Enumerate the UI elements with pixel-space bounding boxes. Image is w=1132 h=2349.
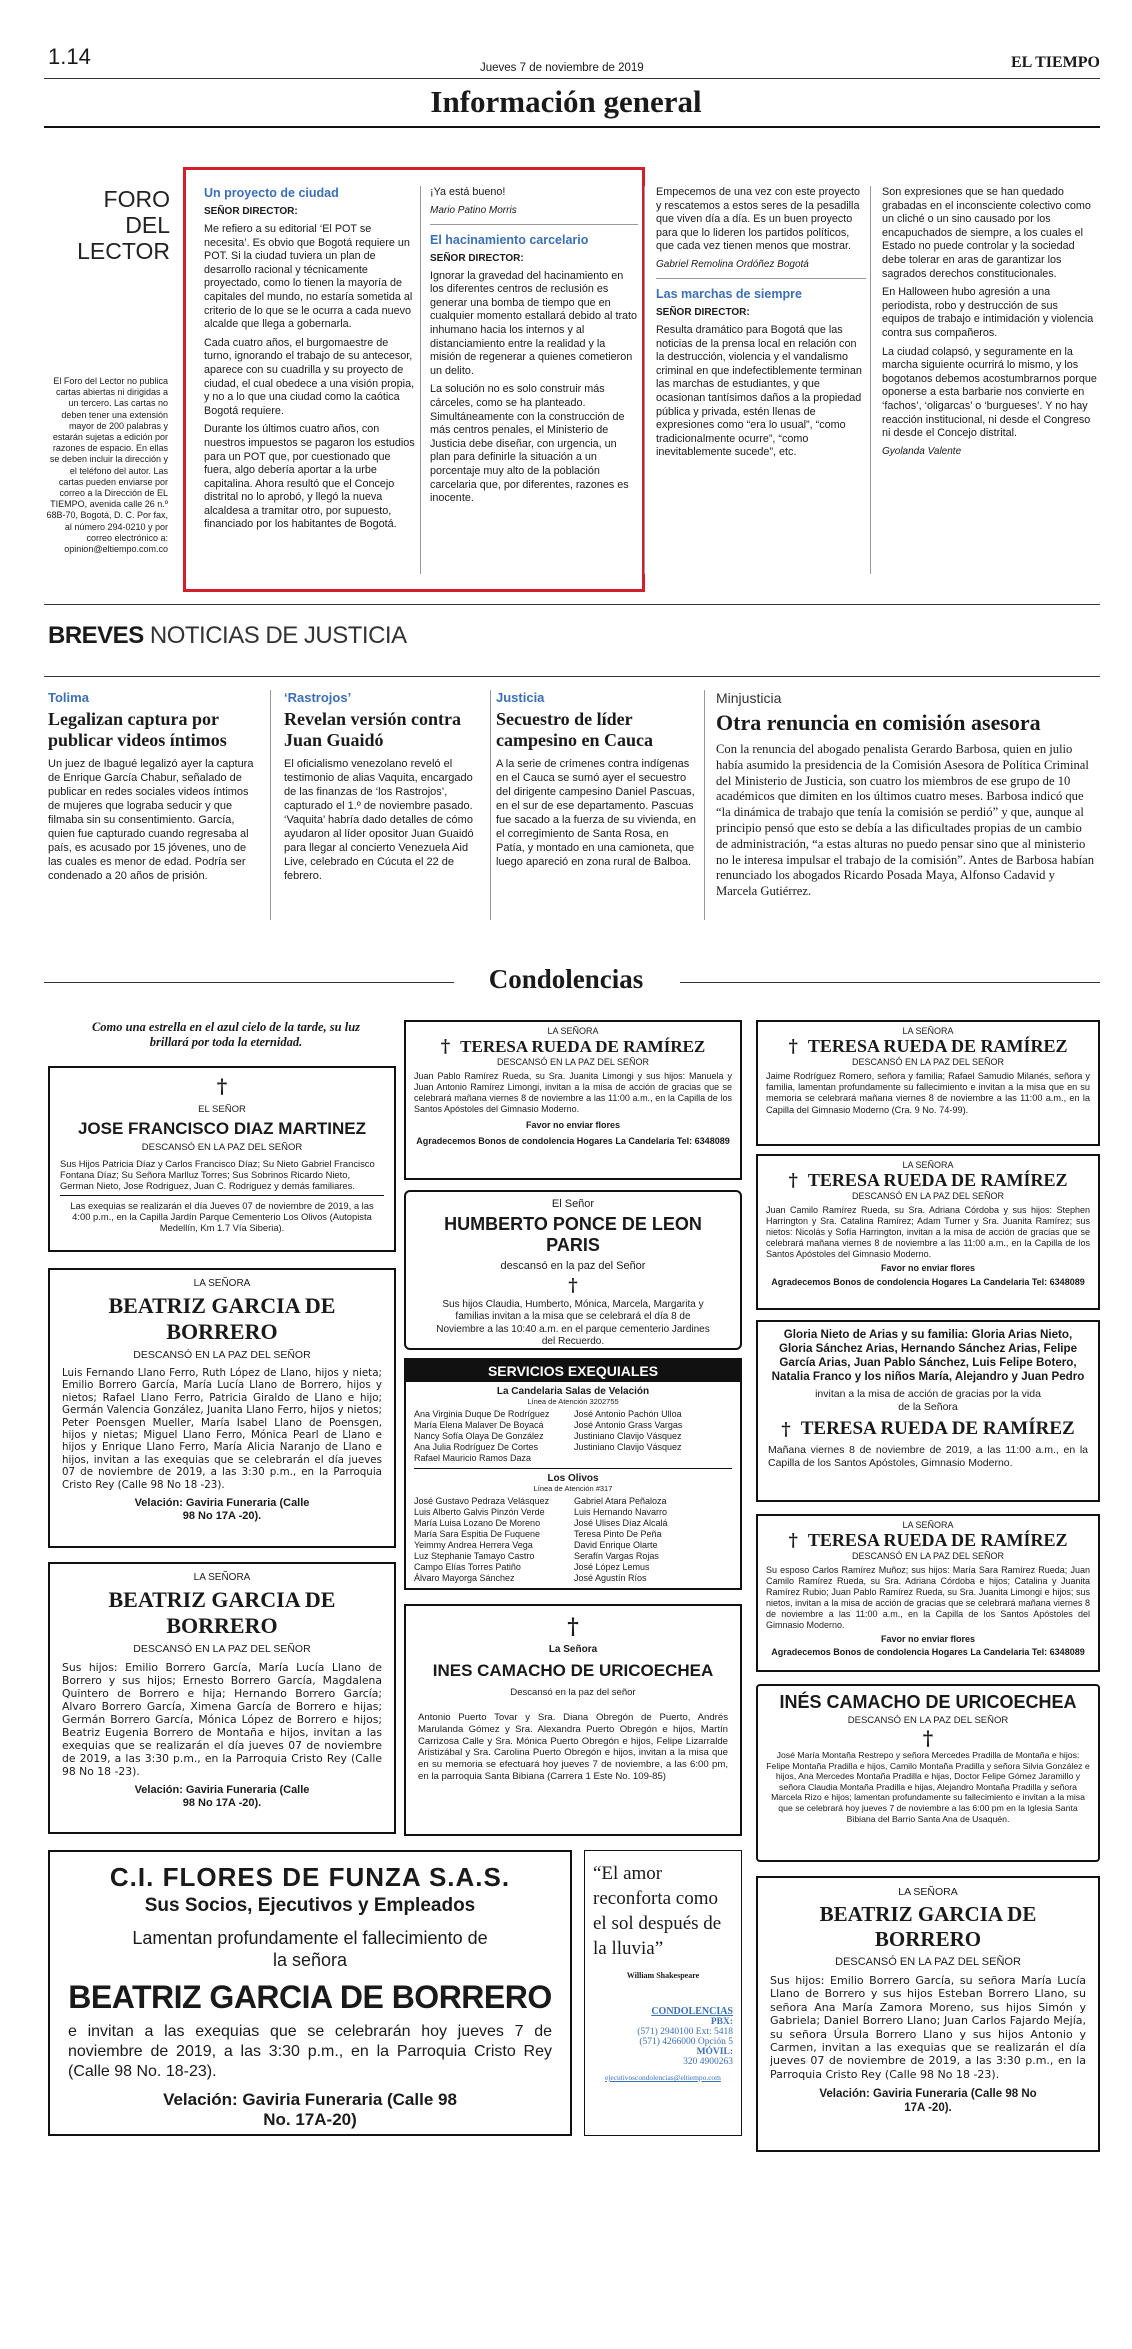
letter-signature: Mario Patino Morris: [430, 204, 517, 216]
cross-icon: †: [567, 1614, 579, 1640]
obituary-sub: DESCANSÓ EN LA PAZ DEL SEÑOR: [133, 1349, 311, 1361]
obituary-name: HUMBERTO PONCE DE LEON PARIS: [444, 1214, 702, 1255]
obituary-body: Sus hijos: Emilio Borrero García, su señora María Lucía Llano de Borrero y sus hijos Esteban Borrero Llano, su señora Ana María Zamora Moreno, sus hijos Simón y Gabriela; Daniel Borrero Llano; Juan Carlos Fajardo Mejía, su señora Úrsula Borrero Llano y sus hijos Antonio y Carmen, invitan a las exequias que se realizarán el día jueves 07 de noviembre de 2019, a las 3:30 p.m., en la Parroquia Cristo Rey (Calle 98 No 18 -23).: [770, 1974, 1086, 2081]
breves-label-bold: BREVES: [48, 622, 144, 649]
obituary-sub: Descansó en la paz del señor: [510, 1687, 636, 1698]
breves-label-rest: NOTICIAS DE JUSTICIA: [149, 622, 407, 649]
letter-paragraph: La ciudad colapsó, y seguramente en la marcha siguiente ocurrirá lo mismo, y los bogotanos debemos acostumbrarnos porque oponerse a esta barbarie nos convierte en ‘fachos’, ‘oligarcas’ o ‘burgueses’. Y no hay reacción institucional, ni desde el Congreso ni desde el Concejo distrital.: [882, 345, 1097, 440]
obituary-name: BEATRIZ GARCIA DE BORRERO: [108, 1293, 336, 1344]
brand-logo: EL TIEMPO: [1010, 54, 1100, 71]
letter-paragraph: Ignorar la gravedad del hacinamiento en los diferentes centros de reclusión es generar una bomba de tiempo que en cualquier momento estallará debido al trato inhumano hacia los internos y al distanciamiento entre la realidad y la misión de regenerar a quienes cometieron un delito.: [430, 269, 638, 377]
servicios-entry: Rafael Mauricio Ramos Daza: [414, 1453, 532, 1463]
servicios-line: Línea de Atención 3202755: [527, 1397, 619, 1406]
obituary-footer: Agradecemos Bonos de condolencia Hogares La Candelaria Tel: 6348089: [771, 1647, 1085, 1657]
quote-text: “El amor reconforta como el sol después de la lluvia”: [593, 1863, 722, 1959]
servicios-entry: José Ulises Díaz Alcalá: [574, 1518, 668, 1528]
breve-body: A la serie de crímenes contra indígenas en el Cauca se sumó ayer el secuestro del dirigente campesino Daniel Pascuas, en el sur de ese departamento. Pascuas fue sacado a la fuerza de su vivienda, en el corregimiento de Santa Rosa, en Patía, y montado en una camioneta, que luego apareció en zona rural de Balboa.: [496, 758, 696, 868]
breve-kicker: Justicia: [496, 690, 545, 705]
obituary-body: Juan Camilo Ramírez Rueda, su Sra. Adriana Córdoba y sus hijos: Stephen Harrington y Sra. Catalina Ramírez; Adam Turner y Sra. Juanita Ramírez; sus nietos: Nicolás y Sofía Harrington, invitan a la misa de acción de gracias que se celebrará mañana viernes 8 de noviembre a las 11:00 a.m., en la Capilla de los Santos Apóstoles del Gimnasio Moderno.: [766, 1205, 1090, 1259]
cross-icon: †: [781, 1418, 791, 1440]
servicios-entry: María Elena Malaver De Boyacá: [414, 1420, 544, 1430]
obituary-sub: DESCANSÓ EN LA PAZ DEL SEÑOR: [141, 1142, 303, 1153]
obituary-flores-funza: [48, 1850, 572, 2136]
breve-kicker: ‘Rastrojos’: [284, 690, 352, 705]
obituary-body: Sus hijos Claudia, Humberto, Mónica, Marcela, Margarita y familias invitan a la misa que se celebrará el día 8 de Noviembre a las 10:40 a.m. en el parque cementerio Jardines del Recuerdo.: [436, 1299, 710, 1348]
obituary-name: TERESA RUEDA DE RAMÍREZ: [807, 1036, 1068, 1056]
servicios-entry: Luis Hernando Navarro: [574, 1507, 668, 1517]
condolencias-title: Condolencias: [488, 964, 644, 994]
letter-column-3: [656, 186, 866, 465]
obituary-pre: LA SEÑORA: [193, 1572, 251, 1583]
servicios-entry: David Enrique Olarte: [574, 1540, 658, 1550]
obituary-teresa-1: [404, 1020, 742, 1180]
obituary-sub: DESCANSÓ EN LA PAZ DEL SEÑOR: [847, 1715, 1009, 1726]
servicios-entry: Yeimmy Andrea Herrera Vega: [414, 1540, 533, 1550]
obituary-pre: LA SEÑORA: [902, 1160, 954, 1170]
letter-kicker: El hacinamiento carcelario: [430, 232, 589, 247]
contact-phone: 320 4900263: [683, 2057, 733, 2067]
breves-label: [48, 622, 407, 650]
obituary-beatriz-1: [48, 1268, 396, 1548]
breve-item: [284, 690, 484, 883]
servicios-entry: José Antonio Grass Vargas: [574, 1420, 683, 1430]
obituary-ines-1: [404, 1604, 742, 1836]
cross-icon: †: [922, 1726, 934, 1750]
obituary-body: Antonio Puerto Tovar y Sra. Diana Obregón de Puerto, Andrés Marulanda Gómez y Sra. Alexandra Puerto Obregón e hijos, Martín Carrizosa Calle y Sra. Mónica Puerto Obregón e hijos, Felipe Lizarralde Aristizábal y Sra. Carolina Puerto Obregón e hijos, invitan a la misa que en su memoria se efectuará hoy jueves 7 de noviembre, a las 6:00 pm, en la parroquia Santa Bibiana (Carrera 1 Este No. 109-85): [418, 1712, 728, 1782]
obituary-teresa-3: [756, 1154, 1100, 1310]
servicios-entry: Gabriel Atara Peñaloza: [574, 1496, 667, 1506]
obituary-body: e invitan a las exequias que se celebrarán hoy jueves 7 de noviembre de 2019, a las 3:30 p.m., en la Parroquia Cristo Rey (Calle 98 No. 18-23).: [68, 2023, 552, 2080]
servicios-entry: Nancy Sofía Olaya De González: [414, 1431, 544, 1441]
obituary-note: Favor no enviar flores: [525, 1120, 621, 1130]
letter-kicker: Un proyecto de ciudad: [204, 186, 339, 200]
obituary-pre: EL SEÑOR: [198, 1104, 246, 1115]
obituary-sub: DESCANSÓ EN LA PAZ DEL SEÑOR: [496, 1057, 650, 1067]
letter-kicker: Las marchas de siempre: [656, 286, 802, 301]
breve-body: El oficialismo venezolano reveló el testimonio de alias Vaquita, encargado de las finanzas de ‘los Rastrojos’, capturado el 1.º de noviembre pasado. ‘Vaquita’ habría dado detalles de cómo ayudaron al líder opositor Juan Guaidó para llegar al concierto Venezuela Aid Live, celebrado en Cúcuta el 22 de febrero.: [284, 758, 474, 882]
obituary-pre: LA SEÑORA: [547, 1026, 599, 1036]
letter-salutation: SEÑOR DIRECTOR:: [656, 306, 750, 318]
letter-paragraph: Son expresiones que se han quedado grabadas en el inconsciente colectivo como un cliché o un sino causado por los encapuchados de siempre, a los cuales el Estado no puede controlar y la sociedad debe tolerar en aras de garantizar los sagrados derechos constitucionales.: [882, 186, 1091, 280]
breve-headline: Revelan versión contra Juan Guaidó: [284, 709, 461, 750]
contact-pbx: PBX:: [710, 2017, 733, 2027]
servicios-entry: Ana Julia Rodríguez De Cortes: [414, 1442, 539, 1452]
letter-salutation: SEÑOR DIRECTOR:: [204, 206, 298, 217]
page-number: 1.14: [48, 44, 91, 69]
issue-date: Jueves 7 de noviembre de 2019: [480, 62, 644, 74]
obituary-footer: Velación: Gaviria Funeraria (Calle 98 No 17A -20).: [134, 1497, 310, 1523]
servicios-entry: Ana Virginia Duque De Rodríguez: [414, 1409, 550, 1419]
breve-item: [48, 690, 260, 883]
servicios-entry: Serafín Vargas Rojas: [574, 1551, 659, 1561]
letter-paragraph: Me refiero a su editorial ‘El POT se necesita’. Es obvio que Bogotá requiere un POT. Si la ciudad tuviera un plan de desarrollo racional y técnicamente proyectado, como lo tienen la mayoría de capitales del mundo, no estaría sometida al criterio de lo que se le ocurra a cada nuevo alcalde que llega a gobernarla.: [204, 223, 413, 331]
contact-email[interactable]: ejecutivoscondolencias@eltiempo.com: [605, 2073, 721, 2082]
letter-column-2: [430, 186, 638, 511]
cross-icon: †: [788, 1036, 798, 1057]
servicios-section: Los Olivos: [547, 1473, 599, 1484]
servicios-entry: Luis Alberto Galvis Pinzón Verde: [414, 1507, 545, 1517]
obituary-name: BEATRIZ GARCIA DE BORRERO: [819, 1902, 1037, 1951]
obituary-body: Sus Hijos Patricia Díaz y Carlos Francisco Díaz; Su Nieto Gabriel Francisco Fontana Díaz; Su Señora Marlluz Torres; Sus Sobrinos Ricardo Nieto, German Nieto, Jose Rodriguez, Juan C. Rodriguez y demás familiares.: [60, 1158, 375, 1191]
letter-paragraph: Cada cuatro años, el burgomaestre de turno, ignorando el trabajo de su antecesor, aparece con su cuadrilla y su proyecto de ciudad, el cual obedece a una visión propia, y no a lo que una ciudad como la caótica Bogotá requiere.: [204, 336, 415, 417]
obituary-body: Luis Fernando Llano Ferro, Ruth López de Llano, hijos y nieta; Emilio Borrero García, María Lucía Llano de Borrero, hijos y nietos; Rafael Llano Ferro, Patricia Giraldo de Llano e hijo; Germán Valencia González, Juanita Llano Ferro, hijos y nietos; Peter Poensgen Mueller, María Isabel Llano de Poensgen, hijos y nietas; Miguel Llano Ferro, Mónica Pearl de Llano e hijos y Enrique Llano Ferro, María Alicia Naranjo de Llano e hijos, invitan a las exequias que se celebrarán el día jueves 07 de noviembre de 2019, a las 3:30 p.m., en la Parroquia Cristo Rey (Calle 98 No 18 -23).: [62, 1367, 382, 1491]
letter-signature: Gyolanda Valente: [882, 445, 962, 457]
obituary-name: TERESA RUEDA DE RAMÍREZ: [807, 1530, 1068, 1550]
obituary-humberto: [404, 1190, 742, 1350]
section-title: Información general: [430, 84, 702, 119]
obituary-name: BEATRIZ GARCIA DE BORRERO: [108, 1587, 336, 1638]
obituary-sub: DESCANSÓ EN LA PAZ DEL SEÑOR: [133, 1643, 311, 1655]
obituary-footer: Velación: Gaviria Funeraria (Calle 98 No. 17A-20): [163, 2090, 457, 2129]
obituary-teresa-5: [756, 1514, 1100, 1672]
obituary-sub: DESCANSÓ EN LA PAZ DEL SEÑOR: [851, 1057, 1005, 1067]
letter-signature: Gabriel Remolina Ordóñez Bogotá: [656, 258, 809, 270]
obituary-pre: LA SEÑORA: [902, 1026, 954, 1036]
obituary-line: invitan a la misa de acción de gracias por la vida de la Señora: [815, 1388, 1041, 1413]
breve-headline: Secuestro de líder campesino en Cauca: [496, 709, 653, 750]
servicios-exequiales: [404, 1358, 742, 1590]
servicios-entry: Luz Stephanie Tamayo Castro: [414, 1551, 535, 1561]
obituary-sub: DESCANSÓ EN LA PAZ DEL SEÑOR: [835, 1956, 1021, 1968]
obituary-name: INES CAMACHO DE URICOECHEA: [432, 1661, 714, 1680]
foro-title: FORO DEL LECTOR: [77, 186, 170, 264]
quote-author: William Shakespeare: [626, 1971, 700, 1980]
company-line: Sus Socios, Ejecutivos y Empleados: [144, 1895, 476, 1916]
breve-feature-headline: Otra renuncia en comisión asesora: [716, 710, 1041, 735]
obituary-body: Jaime Rodríguez Romero, señora y familia; Rafael Samudio Milanés, señora y familia, lamentan profundamente su fallecimiento e invitan a la misa que en su memoria se celebrará mañana viernes 8 de noviembre a las 11:00 a.m., en la Capilla del Gimnasio Moderno (Cra. 9 No. 74-99).: [766, 1071, 1090, 1115]
cross-icon: †: [788, 1170, 798, 1191]
obituary-body: Mañana viernes 8 de noviembre de 2019, a las 11:00 a.m., en la Capilla de los Santos Apóstoles, Gimnasio Moderno.: [768, 1444, 1088, 1469]
contact-phone: (571) 4266000 Opción 5: [639, 2037, 733, 2047]
letter-paragraph: En Halloween hubo agresión a una periodista, robo y destrucción de sus equipos de trabajo e intimidación y violencia contra sus compañeros.: [882, 286, 1094, 339]
letter-paragraph: Empecemos de una vez con este proyecto y rescatemos a estos seres de la pesadilla que viven día a día. Es un buen proyecto para que lo lideren los partidos políticos, que cada vez tienen menos que mostrar.: [656, 186, 861, 253]
servicios-line: Línea de Atención #317: [533, 1484, 613, 1493]
obituary-name: TERESA RUEDA DE RAMÍREZ: [460, 1036, 706, 1056]
letter-column-4: [882, 186, 1098, 457]
obituary-beatriz-2: [48, 1562, 396, 1834]
obituary-teresa-2: [756, 1020, 1100, 1146]
obituary-footer: Agradecemos Bonos de condolencia Hogares La Candelaria Tel: 6348089: [416, 1136, 730, 1146]
obituary-footer: Agradecemos Bonos de condolencia Hogares La Candelaria Tel: 6348089: [771, 1277, 1085, 1287]
obituary-note: Favor no enviar flores: [880, 1263, 976, 1273]
letter-salutation: SEÑOR DIRECTOR:: [430, 252, 524, 264]
obituary-names: Gloria Nieto de Arias y su familia: Gloria Arias Nieto, Gloria Sánchez Arias, Hernando Sánchez Arias, Felipe García Arias, Juan Pablo Sánchez, Luis Felipe Botero, Natalia Franco y los niños María, Alejandro y Juan Pedro: [771, 1328, 1085, 1383]
cross-icon: †: [788, 1530, 798, 1551]
company-name: C.I. FLORES DE FUNZA S.A.S.: [109, 1862, 511, 1892]
letter-paragraph: Resulta dramático para Bogotá que las noticias de la prensa local en relación con la destrucción, violencia y el vandalismo criminal en que indefectiblemente terminan las marchas de estudiantes, y que ocasionan tantísimos daños a la propiedad pública y privada, estén llenas de expresiones como “era lo usual”, “como tradicionalmente ocurre”, “como inevitablemente sucede”, etc.: [656, 323, 862, 459]
obituary-body: Juan Pablo Ramírez Rueda, su Sra. Juanita Limongi y sus hijos: Manuela y Juan Antonio Ramírez Limongi, invitan a la misa de acción de gracias que se celebrará mañana viernes 8 de noviembre a las 11:00 a.m., en la Capilla de los Santos Apóstoles del Gimnasio Moderno.: [414, 1071, 732, 1114]
obituary-body: José María Montaña Restrepo y señora Mercedes Pradilla de Montaña e hijos: Felipe Montaña Pradilla e hijos, Camilo Montaña Pradilla y señora Silvia González e hijos, Ana Mercedes Montaña Pradilla e hijas, Doctor Felipe Gómez Jaramillo y señora Claudia Montaña Pradilla e hijas, Alejandro Montaña Pradilla y señora Marcela Rizo e hijos; lamentan profundamente su fallecimiento e invitan a la misa que se celebrará hoy jueves 7 de noviembre a las 6:00 pm en la Iglesia Santa Bibiana del Barrio Santa Ana de Usaquén.: [766, 1750, 1090, 1824]
obituary-footer: Velación: Gaviria Funeraria (Calle 98 No 17A -20).: [134, 1784, 310, 1809]
condolencias-quote: [584, 1850, 742, 2136]
letter-paragraph: Durante los últimos cuatro años, con nuestros impuestos se pagaron los estudios para un POT que, por cuestionado que fuera, algo debería aportar a la urbe capitalina. Ahora resultó que el Concejo distrital no lo aprobó, y llegó la nueva alcaldesa a tramitar otro, por supuesto, financiado por los habitantes de Bogotá.: [204, 423, 415, 531]
servicios-entry: Álvaro Mayorga Sánchez: [414, 1573, 515, 1583]
letter-column-1: [204, 186, 416, 537]
obituary-ines-2: [756, 1684, 1100, 1862]
obituary-pre: La Señora: [548, 1644, 598, 1655]
servicios-entry: José López Lemus: [574, 1562, 650, 1572]
servicios-entry: María Sara Espitia De Fuquene: [414, 1529, 541, 1539]
obituary-sub: descansó en la paz del Señor: [500, 1260, 646, 1272]
breve-feature-body: Con la renuncia del abogado penalista Gerardo Barbosa, quien en julio había asumido la presidencia de la Comisión Asesora de Política Criminal del Ministerio de Justicia, son cuatro los miembros de ese grupo de 10 académicos que dimiten en los últimos cuatro meses. Barbosa indicó que “la dinámica de trabajo que tenía la comisión se perdió” y que, aunque al principio pensó que esto se debía a las dificultades propias de un cambio de administración, “a estas alturas no puedo pensar sino que al ministerio no le interesa impulsar el trabajo de la comisión”. Antes de Barbosa habían renunciado los abogados Ricardo Posada Maya, Alfonso Cadavid y Marcela Gutiérrez.: [716, 742, 1095, 899]
breve-headline: Legalizan captura por publicar videos íntimos: [48, 709, 227, 750]
cross-icon: †: [216, 1074, 228, 1098]
servicios-entry: Justiniano Clavijo Vásquez: [574, 1442, 682, 1452]
contact-label: CONDOLENCIAS: [651, 2006, 733, 2017]
obituary-sub: DESCANSÓ EN LA PAZ DEL SEÑOR: [851, 1191, 1005, 1201]
obituary-teresa-4: [756, 1320, 1100, 1502]
breve-item: [496, 690, 696, 869]
obituary-beatriz-3: [756, 1876, 1100, 2152]
servicios-entry: Teresa Pinto De Peña: [574, 1529, 662, 1539]
obituary-name: INÉS CAMACHO DE URICOECHEA: [779, 1692, 1077, 1712]
obituary-note: Favor no enviar flores: [880, 1634, 976, 1644]
obituary-name: BEATRIZ GARCIA DE BORRERO: [68, 1979, 552, 2015]
obituary-pre: LA SEÑORA: [193, 1278, 251, 1289]
obituary-note: Las exequias se realizarán el día Jueves 07 de noviembre de 2019, a las 4:00 p.m., en la Capilla Jardín Parque Cementerio Los Olivos (Autopista Medellín, Km 1.7 Vía Siberia).: [70, 1200, 374, 1233]
obituary-diaz: [48, 1066, 396, 1252]
servicios-entry: María Luisa Lozano De Moreno: [414, 1518, 541, 1528]
servicios-title: SERVICIOS EXEQUIALES: [406, 1360, 740, 1382]
breve-feature: [716, 690, 1096, 900]
contact-movil: MÓVIL:: [696, 2047, 733, 2057]
letter-paragraph: La solución no es solo construir más cárceles, como se ha planteado. Simultáneamente con la construcción de más centros penales, el Ministerio de Justicia debe diseñar, con urgencia, un plan para definirle la situación a un porcentaje muy alto de la población carcelaria que, por diferentes, razones es inocente.: [430, 383, 629, 505]
letter-paragraph: ¡Ya está bueno!: [430, 186, 506, 198]
obituary-pre: LA SEÑORA: [898, 1886, 958, 1898]
servicios-entry: José Antonio Pachón Ulloa: [574, 1409, 682, 1419]
obituary-name: TERESA RUEDA DE RAMÍREZ: [800, 1418, 1075, 1439]
cross-icon: †: [568, 1275, 578, 1296]
servicios-entry: Campo Elías Torres Patiño: [414, 1562, 521, 1572]
breve-body: Un juez de Ibagué legalizó ayer la captura de Enrique García Chabur, señalado de publicar en redes sociales videos íntimos de mujeres que lograba seducir y que filmaba sin su consentimiento. García, quien fue capturado cuando regresaba al país, es acusado por 15 jóvenes, uno de las cuales es menor de edad. Podría ser condenado a 20 años de prisión.: [48, 758, 254, 882]
obituary-body: Sus hijos: Emilio Borrero García, María Lucía Llano de Borrero y sus hijos; Ernesto Borrero García, Magdalena Quintero de Borrero e hija; Hernando Borrero García; Alvaro Borrero García, Ximena García de Borrero e hijas; Germán Borrero García, Mónica López de Borrero e hijos; Beatriz Eugenia Borrero de Montaña e hijos, invitan a las exequias que se realizarán el día jueves 07 de noviembre de 2019, a las 3:30 p.m., en la Parroquia Cristo Rey (Calle 98 No 18 -23).: [62, 1661, 382, 1778]
obituary-pre: LA SEÑORA: [902, 1520, 954, 1530]
contact-phone: (571) 2940100 Ext: 5418: [637, 2027, 733, 2037]
obituary-name: JOSE FRANCISCO DIAZ MARTINEZ: [77, 1119, 367, 1138]
obituary-sub: DESCANSÓ EN LA PAZ DEL SEÑOR: [851, 1551, 1005, 1561]
poem: Como una estrella en el azul cielo de la tarde, su luz brillará por toda la eternidad.: [91, 1020, 361, 1049]
foro-note: El Foro del Lector no publica cartas abiertas ni dirigidas a un tercero. Las cartas no deben tener una extensión mayor de 200 palabras y estarán sujetas a edición por razones de espacio. En ellas se deben incluir la dirección y el teléfono del autor. Las cartas pueden enviarse por correo a la Dirección de EL TIEMPO, avenida calle 26 n.º 68B-70, Bogotá, D. C. Por fax, al número 294-0210 y por correo electrónico a: opinion@eltiempo.com.co: [46, 376, 168, 555]
servicios-section: La Candelaria Salas de Velación: [496, 1386, 650, 1397]
breve-feature-kicker: Minjusticia: [716, 690, 782, 706]
company-line: Lamentan profundamente el fallecimiento de la señora: [132, 1928, 488, 1970]
obituary-pre: El Señor: [551, 1198, 595, 1210]
obituary-footer: Velación: Gaviria Funeraria (Calle 98 No 17A -20).: [819, 2088, 1037, 2115]
servicios-entry: José Agustín Ríos: [574, 1573, 647, 1583]
servicios-entry: José Gustavo Pedraza Velásquez: [414, 1496, 550, 1506]
breve-kicker: Tolima: [48, 690, 89, 705]
servicios-entry: Justiniano Clavijo Vásquez: [574, 1431, 682, 1441]
obituary-body: Su esposo Carlos Ramírez Muñoz; sus hijos: María Sara Ramírez Rueda; Juan Camilo Ramírez Rueda, su Sra. Adriana Córdoba e hijos; Catalina y Juanita Ramírez Rubio; Juan Pablo Ramírez Rueda, su Sra. Juanita Limongi e hijos; sus nietos, invitan a la misa de acción de gracias que se celebrará mañana viernes 8 de noviembre a las 11:00 a.m., en la Capilla de los Santos Apóstoles del Gimnasio Moderno.: [766, 1565, 1090, 1630]
obituary-name: TERESA RUEDA DE RAMÍREZ: [807, 1170, 1068, 1190]
cross-icon: †: [440, 1036, 451, 1057]
